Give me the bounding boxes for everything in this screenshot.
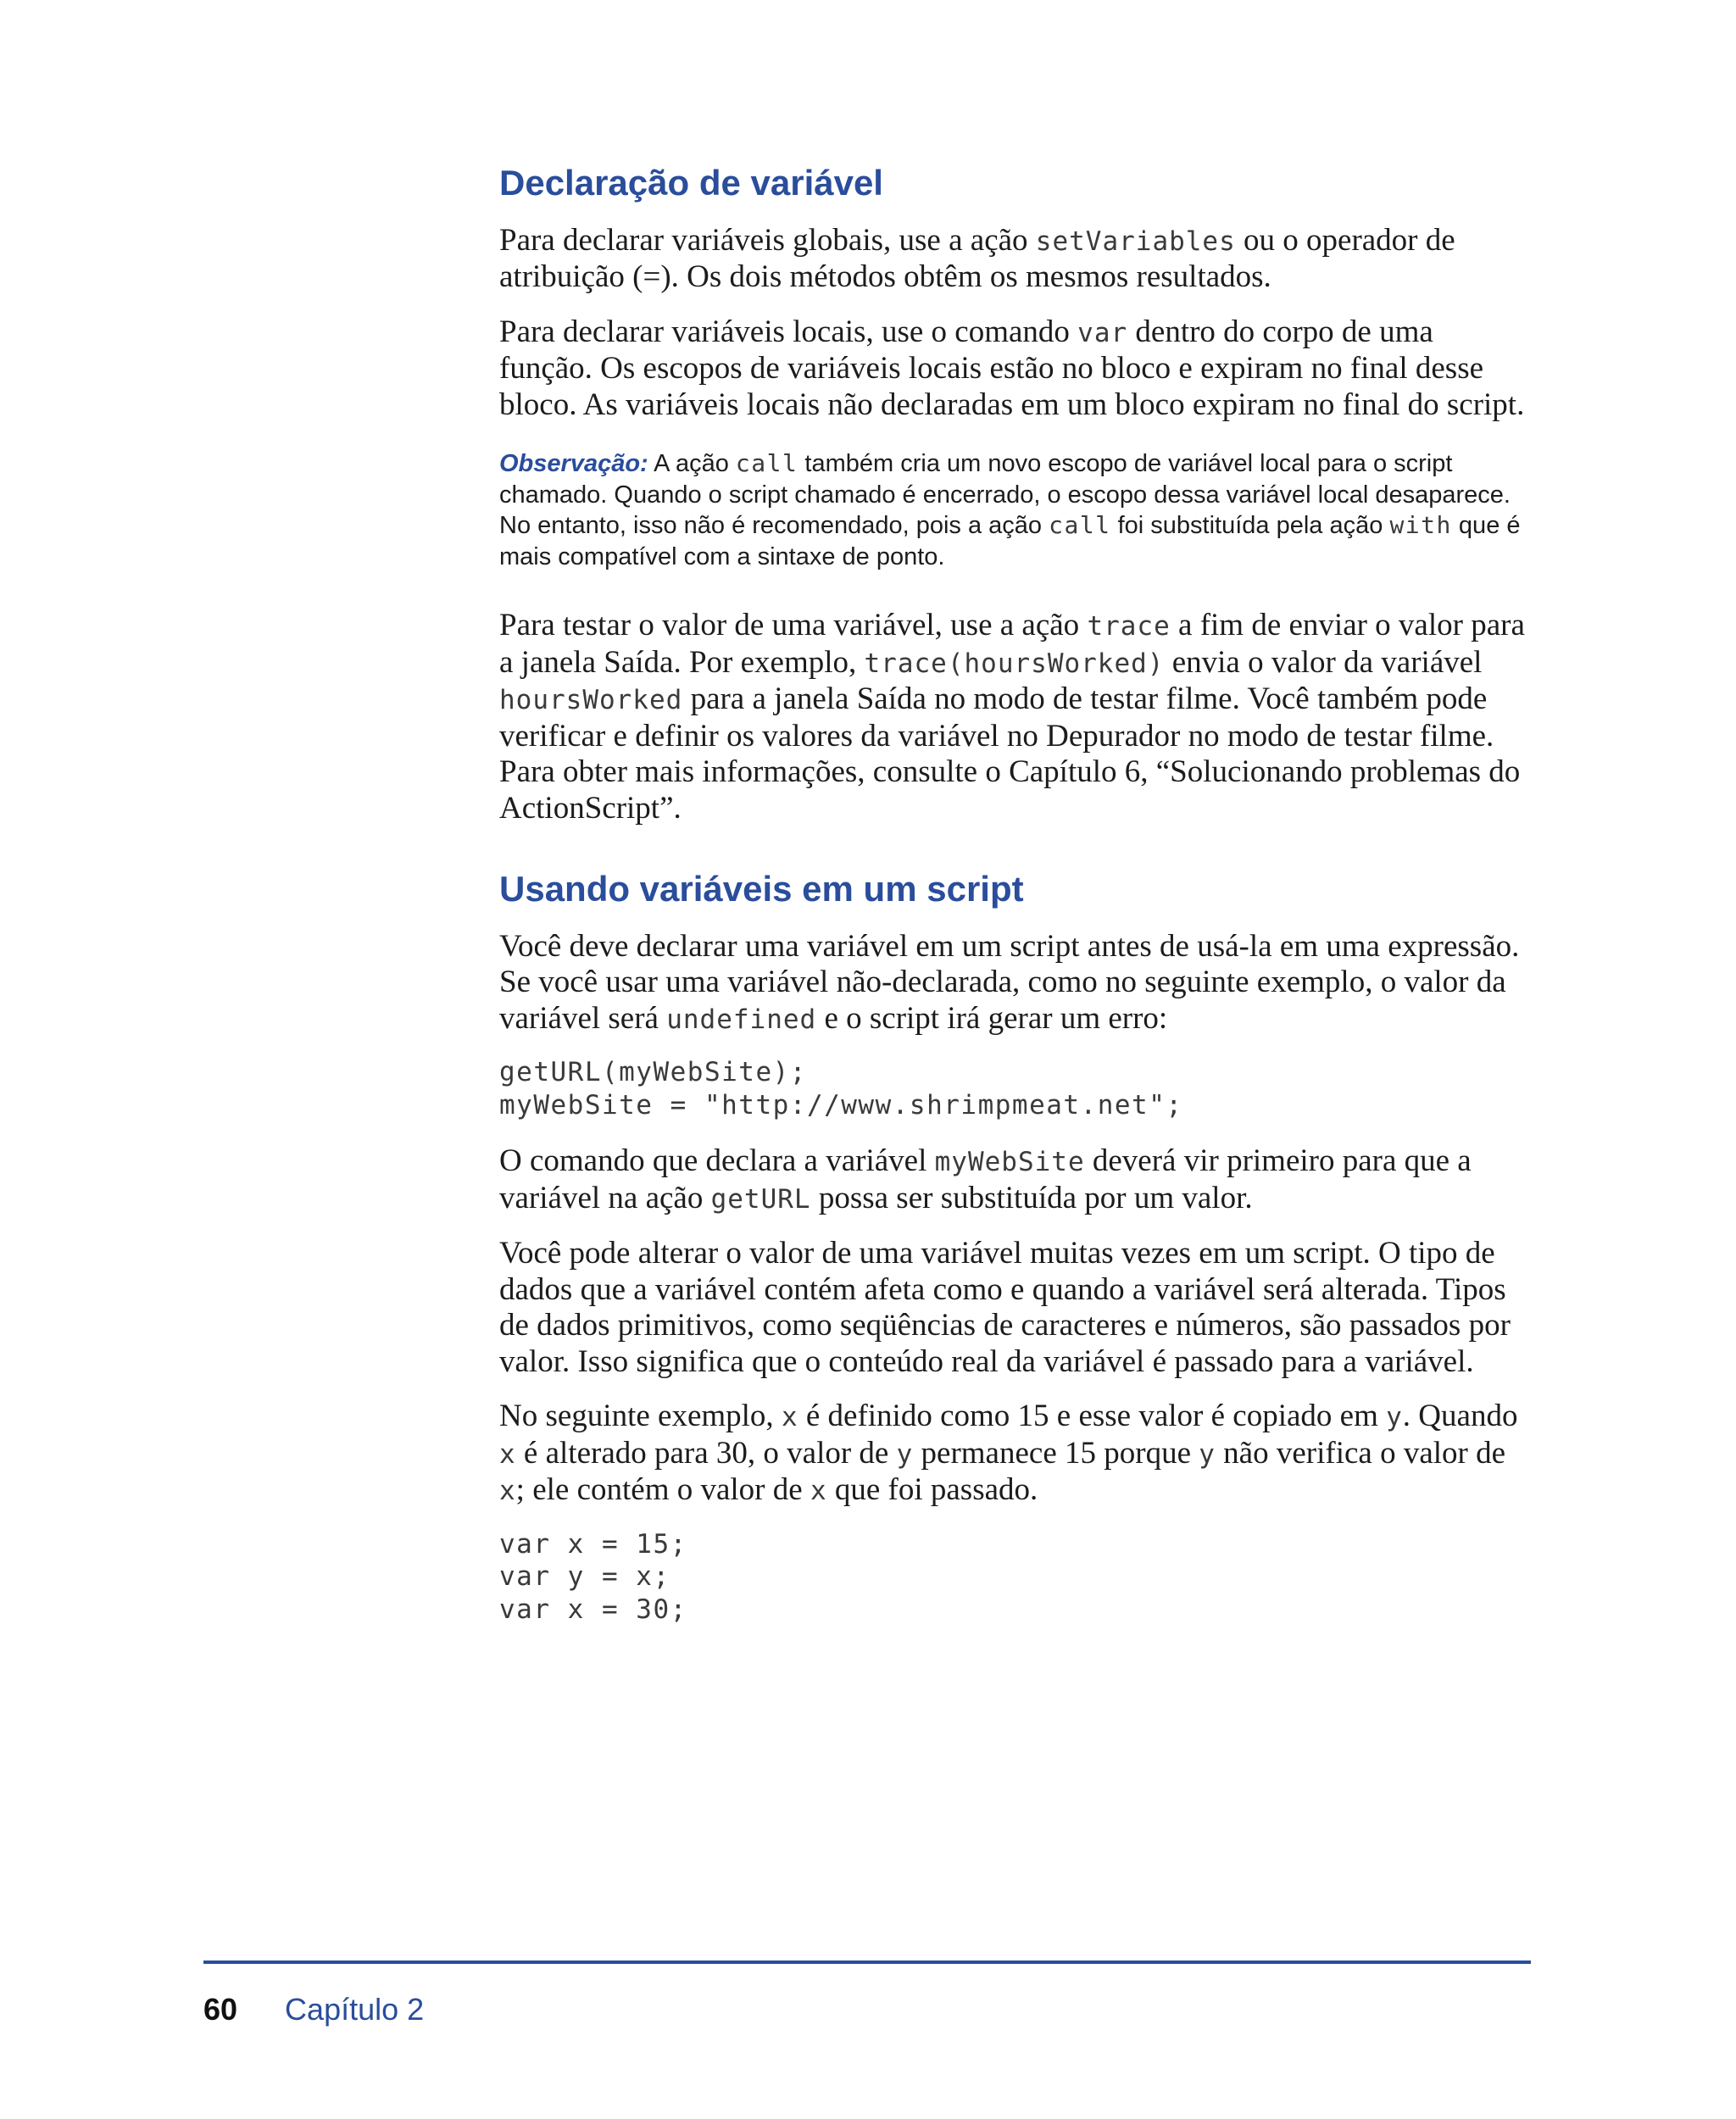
paragraph-declare-before-use: Você deve declarar uma variável em um script antes de usá-la em uma expressão. Se você usar uma variável não-declarada, como no seguinte exemplo, o valor da variável será undefined e o script irá gerar um erro:	[499, 928, 1520, 1036]
code-trace: trace	[1087, 611, 1171, 642]
paragraph-local-vars: Para declarar variáveis locais, use o comando var dentro do corpo de uma função. Os escopos de variáveis locais estão no bloco e expiram no final desse bloco. As variáveis locais não declaradas em um bloco expiram no final do script.	[499, 314, 1525, 422]
paragraph-trace: Para testar o valor de uma variável, use a ação trace a fim de enviar o valor para a janela Saída. Por exemplo, trace(hoursWorked) envia o valor da variável hoursWorked para a janela Saída no modo de testar filme. Você também pode verificar e definir os valores da variável no Depurador no modo de testar filme. Para obter mais informações, consulte o Capítulo 6, “Solucionando problemas do ActionScript”.	[499, 608, 1525, 826]
note-label: Observação:	[499, 450, 648, 477]
section-heading-usando: Usando variáveis em um script	[499, 869, 1024, 909]
paragraph-global-vars: Para declarar variáveis globais, use a ação setVariables ou o operador de atribuição (=). Os dois métodos obtêm os mesmos resultados.	[499, 222, 1455, 294]
page-content	[499, 161, 1533, 1648]
code-block-var-xy: var x = 15; var y = x; var x = 30;	[499, 1528, 687, 1625]
footer-divider	[203, 1960, 1531, 1964]
section-heading-declaracao: Declaração de variável	[499, 163, 883, 203]
code-var: var	[1077, 317, 1128, 348]
code-with: with	[1389, 511, 1452, 539]
code-call-2: call	[1049, 511, 1111, 539]
code-trace-hoursworked: trace(hoursWorked)	[864, 648, 1165, 679]
paragraph-example-xy: No seguinte exemplo, x é definido como 15 e esse valor é copiado em y. Quando x é alterado para 30, o valor de y permanece 15 porque y não verifica o valor de x; ele contém o valor de x que foi passado.	[499, 1399, 1518, 1507]
paragraph-change-value: Você pode alterar o valor de uma variável muitas vezes em um script. O tipo de dados que a variável contém afeta como e quando a variável será alterada. Tipos de dados primitivos, como seqüências de caracteres e números, são passados por valor. Isso significa que o conteúdo real da variável é passado para a variável.	[499, 1236, 1511, 1379]
code-geturl: getURL	[710, 1183, 811, 1215]
page-footer	[203, 1992, 424, 2027]
code-call: call	[735, 449, 798, 477]
chapter-label: Capítulo 2	[285, 1992, 425, 2027]
code-hoursworked: hoursWorked	[499, 685, 683, 715]
code-setvariables: setVariables	[1035, 225, 1236, 257]
code-block-geturl: getURL(myWebSite); myWebSite = "http://www.shrimpmeat.net";	[499, 1057, 1183, 1121]
paragraph-declare-first: O comando que declara a variável myWebSite deverá vir primeiro para que a variável na ação getURL possa ser substituída por um valor.	[499, 1143, 1472, 1215]
code-undefined: undefined	[666, 1004, 817, 1035]
code-mywebsite: myWebSite	[934, 1147, 1085, 1177]
page-number: 60	[203, 1992, 238, 2027]
note-box: Observação: A ação call também cria um novo escopo de variável local para o script chamado. Quando o script chamado é encerrado, o escopo dessa variável local desaparece. No entanto, isso não é recomendado, pois a ação call foi substituída pela ação with que é mais compatível com a sintaxe de ponto.	[499, 449, 1521, 570]
